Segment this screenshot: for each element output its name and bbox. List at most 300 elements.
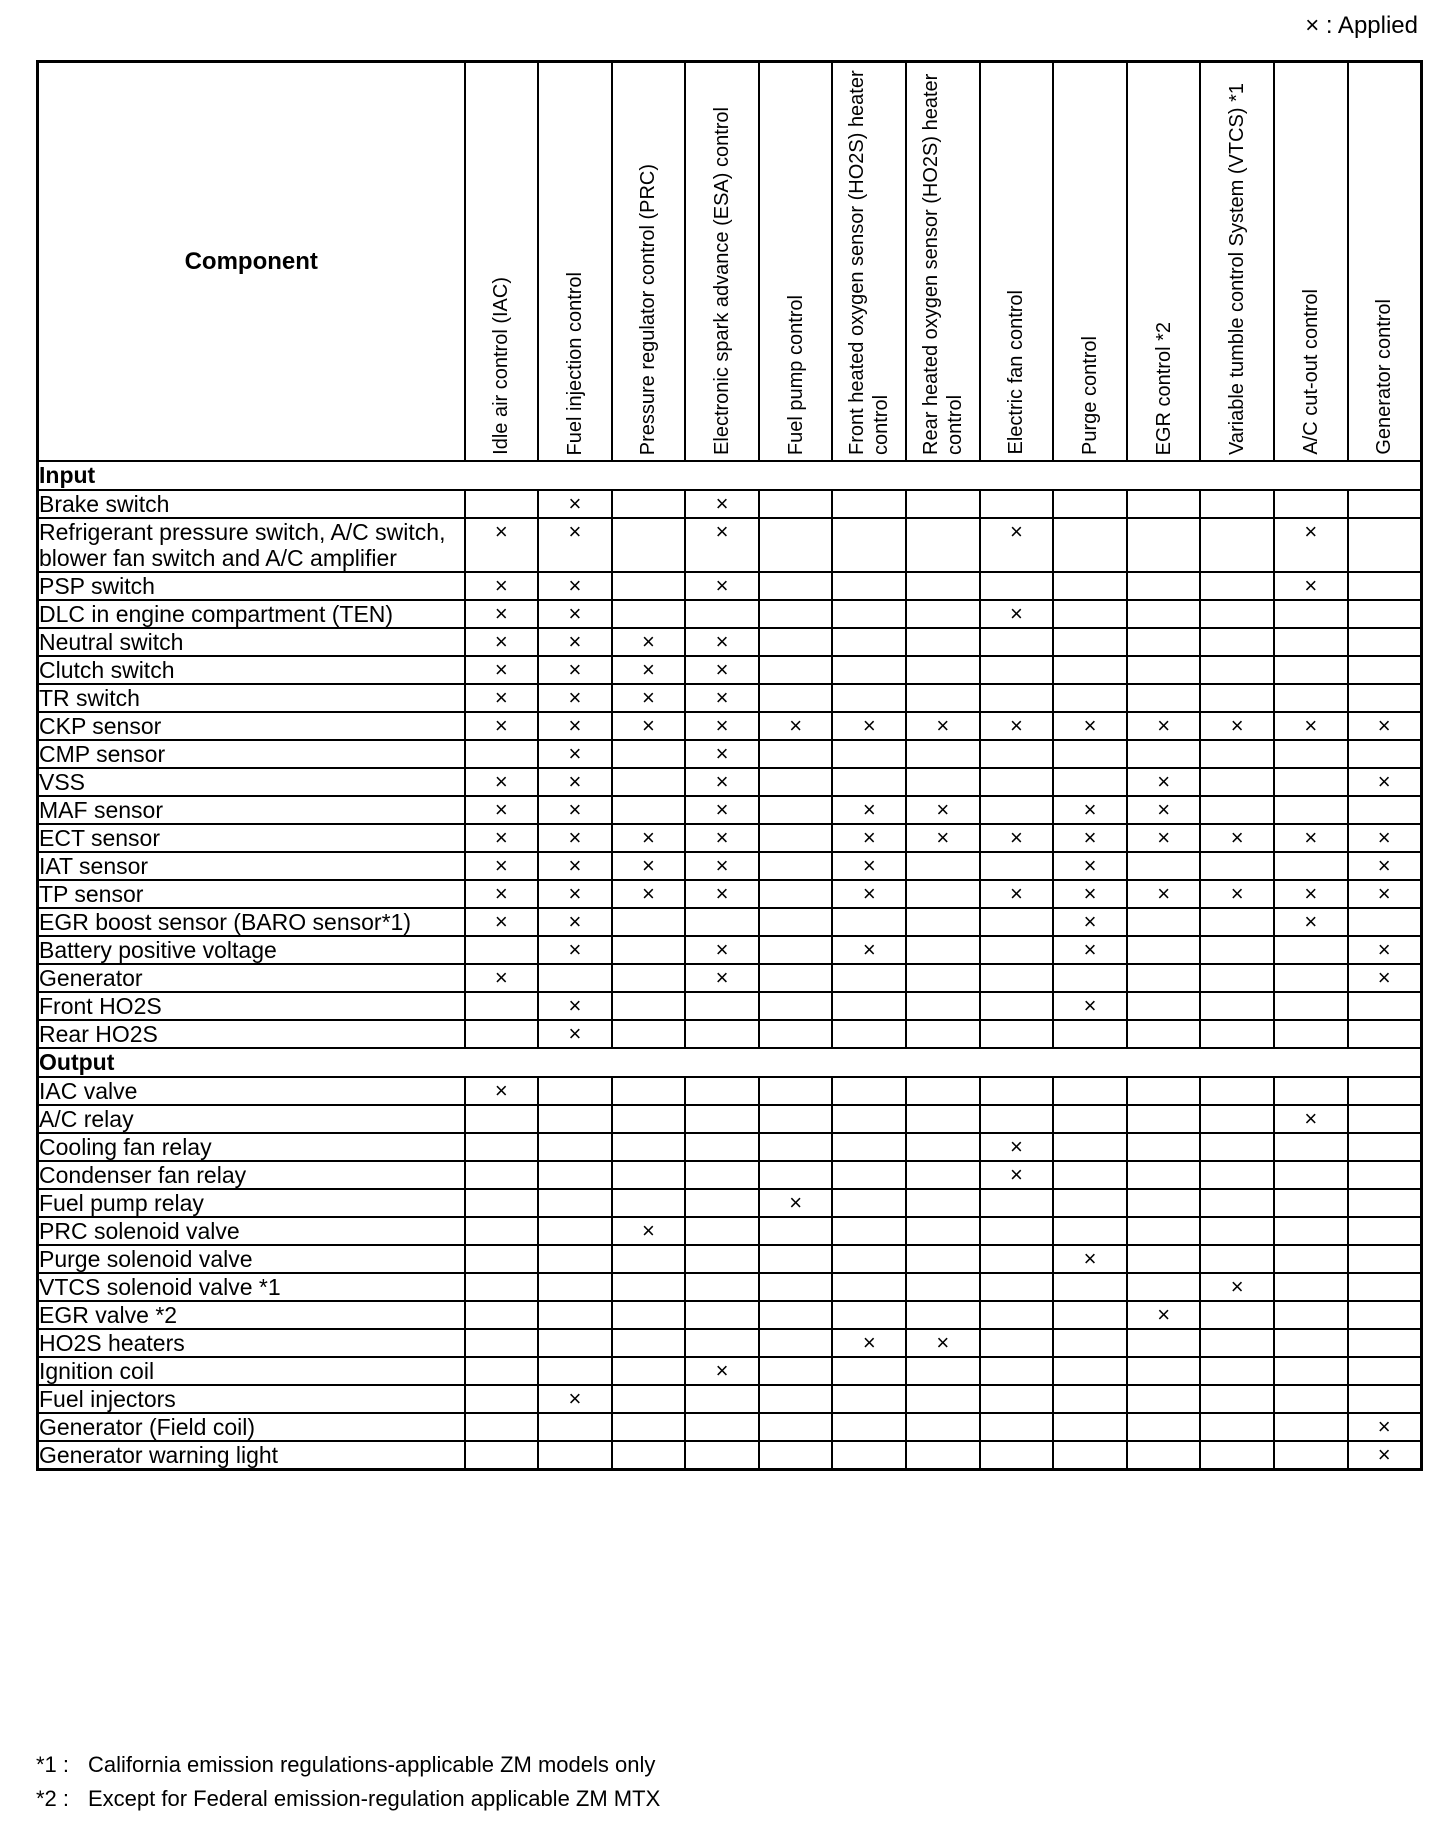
applied-mark: ×	[1053, 712, 1127, 740]
empty-cell	[1127, 1385, 1201, 1413]
empty-cell	[1127, 572, 1201, 600]
empty-cell	[612, 1133, 686, 1161]
applied-mark: ×	[465, 852, 539, 880]
empty-cell	[1200, 1217, 1274, 1245]
applied-mark: ×	[685, 880, 759, 908]
empty-cell	[1274, 796, 1348, 824]
empty-cell	[465, 936, 539, 964]
empty-cell	[1274, 1077, 1348, 1105]
table-row	[38, 572, 1422, 600]
applied-mark: ×	[1053, 880, 1127, 908]
empty-cell	[980, 572, 1054, 600]
component-label: TP sensor	[38, 880, 465, 908]
applied-mark: ×	[612, 824, 686, 852]
table-row	[38, 1441, 1422, 1470]
empty-cell	[759, 572, 833, 600]
empty-cell	[980, 1441, 1054, 1470]
table-row	[38, 992, 1422, 1020]
footnote-marker: *1 :	[36, 1752, 70, 1777]
empty-cell	[759, 656, 833, 684]
applied-mark: ×	[1127, 824, 1201, 852]
empty-cell	[1274, 1161, 1348, 1189]
empty-cell	[612, 1245, 686, 1273]
empty-cell	[1200, 1357, 1274, 1385]
component-matrix-table	[36, 60, 1423, 1471]
applied-mark: ×	[832, 852, 906, 880]
empty-cell	[1053, 1385, 1127, 1413]
empty-cell	[832, 628, 906, 656]
empty-cell	[980, 656, 1054, 684]
component-label: IAC valve	[38, 1077, 465, 1105]
empty-cell	[1200, 908, 1274, 936]
table-row	[38, 1273, 1422, 1301]
empty-cell	[1274, 936, 1348, 964]
empty-cell	[465, 740, 539, 768]
applied-mark: ×	[685, 964, 759, 992]
applied-mark: ×	[1348, 1441, 1422, 1470]
column-header	[612, 62, 686, 462]
empty-cell	[1053, 1413, 1127, 1441]
empty-cell	[685, 1217, 759, 1245]
empty-cell	[1274, 684, 1348, 712]
empty-cell	[465, 1273, 539, 1301]
empty-cell	[980, 768, 1054, 796]
empty-cell	[980, 628, 1054, 656]
applied-mark: ×	[612, 712, 686, 740]
applied-mark: ×	[465, 908, 539, 936]
component-label: IAT sensor	[38, 852, 465, 880]
empty-cell	[612, 796, 686, 824]
empty-cell	[612, 518, 686, 572]
applied-mark: ×	[538, 880, 612, 908]
empty-cell	[612, 1301, 686, 1329]
empty-cell	[1348, 740, 1422, 768]
empty-cell	[612, 1020, 686, 1048]
empty-cell	[1274, 740, 1348, 768]
applied-mark: ×	[980, 712, 1054, 740]
empty-cell	[685, 1301, 759, 1329]
empty-cell	[832, 1357, 906, 1385]
component-label: A/C relay	[38, 1105, 465, 1133]
empty-cell	[1127, 852, 1201, 880]
empty-cell	[1348, 1161, 1422, 1189]
empty-cell	[980, 796, 1054, 824]
empty-cell	[1274, 656, 1348, 684]
empty-cell	[1274, 600, 1348, 628]
empty-cell	[465, 1020, 539, 1048]
column-header-label: Fuel pump control	[784, 294, 807, 455]
empty-cell	[1127, 964, 1201, 992]
empty-cell	[906, 1413, 980, 1441]
empty-cell	[759, 1273, 833, 1301]
table-row	[38, 740, 1422, 768]
applied-mark: ×	[1348, 824, 1422, 852]
empty-cell	[1200, 518, 1274, 572]
applied-mark: ×	[538, 628, 612, 656]
applied-mark: ×	[685, 740, 759, 768]
empty-cell	[1348, 490, 1422, 518]
applied-mark: ×	[685, 796, 759, 824]
column-header	[1053, 62, 1127, 462]
applied-mark: ×	[832, 880, 906, 908]
empty-cell	[612, 1105, 686, 1133]
applied-mark: ×	[980, 880, 1054, 908]
table-row	[38, 852, 1422, 880]
applied-mark: ×	[1348, 964, 1422, 992]
empty-cell	[1127, 908, 1201, 936]
empty-cell	[906, 490, 980, 518]
empty-cell	[1053, 1105, 1127, 1133]
empty-cell	[906, 768, 980, 796]
component-label: EGR boost sensor (BARO sensor*1)	[38, 908, 465, 936]
empty-cell	[1274, 852, 1348, 880]
empty-cell	[832, 1273, 906, 1301]
applied-mark: ×	[1200, 712, 1274, 740]
empty-cell	[1200, 628, 1274, 656]
component-label: Refrigerant pressure switch, A/C switch, blower fan switch and A/C amplifier	[38, 518, 465, 572]
empty-cell	[980, 1105, 1054, 1133]
applied-mark: ×	[465, 628, 539, 656]
applied-mark: ×	[538, 600, 612, 628]
applied-mark: ×	[685, 572, 759, 600]
component-label: Front HO2S	[38, 992, 465, 1020]
empty-cell	[906, 628, 980, 656]
empty-cell	[612, 1189, 686, 1217]
applied-mark: ×	[465, 880, 539, 908]
applied-mark: ×	[1127, 712, 1201, 740]
empty-cell	[465, 1133, 539, 1161]
empty-cell	[759, 600, 833, 628]
empty-cell	[1127, 1077, 1201, 1105]
component-label: DLC in engine compartment (TEN)	[38, 600, 465, 628]
empty-cell	[759, 1105, 833, 1133]
empty-cell	[906, 1105, 980, 1133]
empty-cell	[1127, 1245, 1201, 1273]
empty-cell	[759, 824, 833, 852]
component-label: Condenser fan relay	[38, 1161, 465, 1189]
empty-cell	[980, 1245, 1054, 1273]
empty-cell	[906, 852, 980, 880]
empty-cell	[1200, 1020, 1274, 1048]
empty-cell	[759, 1245, 833, 1273]
empty-cell	[538, 964, 612, 992]
empty-cell	[538, 1245, 612, 1273]
applied-mark: ×	[1053, 992, 1127, 1020]
empty-cell	[612, 1161, 686, 1189]
empty-cell	[906, 518, 980, 572]
legend-applied: × : Applied	[1305, 12, 1418, 39]
empty-cell	[465, 1441, 539, 1470]
empty-cell	[1348, 992, 1422, 1020]
empty-cell	[465, 1301, 539, 1329]
empty-cell	[612, 1413, 686, 1441]
empty-cell	[1274, 1357, 1348, 1385]
empty-cell	[1274, 1189, 1348, 1217]
empty-cell	[1127, 490, 1201, 518]
empty-cell	[1274, 964, 1348, 992]
applied-mark: ×	[1348, 768, 1422, 796]
applied-mark: ×	[1274, 908, 1348, 936]
empty-cell	[832, 1105, 906, 1133]
empty-cell	[759, 992, 833, 1020]
empty-cell	[612, 1385, 686, 1413]
table-row	[38, 908, 1422, 936]
empty-cell	[1053, 518, 1127, 572]
empty-cell	[685, 1161, 759, 1189]
applied-mark: ×	[906, 1329, 980, 1357]
table-row	[38, 1385, 1422, 1413]
empty-cell	[1274, 992, 1348, 1020]
empty-cell	[1200, 768, 1274, 796]
table-row	[38, 1301, 1422, 1329]
applied-mark: ×	[685, 768, 759, 796]
applied-mark: ×	[980, 824, 1054, 852]
applied-mark: ×	[906, 824, 980, 852]
column-header-label: Generator control	[1373, 299, 1396, 455]
empty-cell	[759, 1329, 833, 1357]
applied-mark: ×	[538, 992, 612, 1020]
footnotes	[36, 1748, 660, 1816]
column-header	[759, 62, 833, 462]
component-label: Fuel pump relay	[38, 1189, 465, 1217]
empty-cell	[1200, 1077, 1274, 1105]
empty-cell	[980, 936, 1054, 964]
empty-cell	[1348, 1077, 1422, 1105]
empty-cell	[759, 628, 833, 656]
applied-mark: ×	[465, 964, 539, 992]
applied-mark: ×	[685, 936, 759, 964]
empty-cell	[1274, 1301, 1348, 1329]
empty-cell	[1127, 1273, 1201, 1301]
table-row	[38, 936, 1422, 964]
empty-cell	[1127, 740, 1201, 768]
component-label: VTCS solenoid valve *1	[38, 1273, 465, 1301]
empty-cell	[980, 1217, 1054, 1245]
empty-cell	[465, 1217, 539, 1245]
empty-cell	[980, 740, 1054, 768]
applied-mark: ×	[538, 1385, 612, 1413]
table-row	[38, 768, 1422, 796]
empty-cell	[612, 490, 686, 518]
empty-cell	[1053, 572, 1127, 600]
empty-cell	[1127, 1357, 1201, 1385]
empty-cell	[832, 1301, 906, 1329]
empty-cell	[980, 1413, 1054, 1441]
applied-mark: ×	[1053, 1245, 1127, 1273]
empty-cell	[906, 572, 980, 600]
footnote	[36, 1748, 660, 1782]
empty-cell	[1127, 1441, 1201, 1470]
applied-mark: ×	[465, 518, 539, 572]
applied-mark: ×	[1053, 796, 1127, 824]
empty-cell	[1348, 656, 1422, 684]
empty-cell	[685, 600, 759, 628]
applied-mark: ×	[759, 1189, 833, 1217]
table-row	[38, 1357, 1422, 1385]
applied-mark: ×	[685, 490, 759, 518]
empty-cell	[1274, 1245, 1348, 1273]
section-title: Input	[38, 461, 1422, 490]
empty-cell	[612, 908, 686, 936]
empty-cell	[1053, 1441, 1127, 1470]
component-label: HO2S heaters	[38, 1329, 465, 1357]
empty-cell	[1348, 1217, 1422, 1245]
applied-mark: ×	[1274, 824, 1348, 852]
empty-cell	[685, 1133, 759, 1161]
empty-cell	[906, 880, 980, 908]
table-row	[38, 1020, 1422, 1048]
empty-cell	[832, 656, 906, 684]
empty-cell	[612, 600, 686, 628]
component-label: Neutral switch	[38, 628, 465, 656]
applied-mark: ×	[1274, 1105, 1348, 1133]
footnote-text: California emission regulations-applicable ZM models only	[88, 1752, 656, 1777]
empty-cell	[1127, 1413, 1201, 1441]
applied-mark: ×	[685, 712, 759, 740]
empty-cell	[1348, 1105, 1422, 1133]
empty-cell	[1053, 1020, 1127, 1048]
applied-mark: ×	[465, 600, 539, 628]
applied-mark: ×	[538, 656, 612, 684]
applied-mark: ×	[1348, 880, 1422, 908]
empty-cell	[1200, 1301, 1274, 1329]
empty-cell	[980, 964, 1054, 992]
applied-mark: ×	[1127, 1301, 1201, 1329]
empty-cell	[1200, 1161, 1274, 1189]
empty-cell	[612, 768, 686, 796]
empty-cell	[1200, 964, 1274, 992]
empty-cell	[906, 1217, 980, 1245]
empty-cell	[759, 964, 833, 992]
empty-cell	[538, 1413, 612, 1441]
applied-mark: ×	[832, 936, 906, 964]
empty-cell	[465, 1357, 539, 1385]
empty-cell	[1348, 796, 1422, 824]
empty-cell	[1053, 1189, 1127, 1217]
empty-cell	[759, 1301, 833, 1329]
empty-cell	[1127, 1189, 1201, 1217]
table-row	[38, 656, 1422, 684]
component-label: EGR valve *2	[38, 1301, 465, 1329]
empty-cell	[832, 740, 906, 768]
empty-cell	[832, 1020, 906, 1048]
empty-cell	[538, 1105, 612, 1133]
column-header-label: A/C cut-out control	[1299, 289, 1322, 455]
table-row	[38, 684, 1422, 712]
applied-mark: ×	[832, 824, 906, 852]
empty-cell	[612, 1441, 686, 1470]
applied-mark: ×	[1053, 908, 1127, 936]
empty-cell	[1053, 1133, 1127, 1161]
empty-cell	[538, 1133, 612, 1161]
empty-cell	[980, 908, 1054, 936]
applied-mark: ×	[759, 712, 833, 740]
empty-cell	[1274, 628, 1348, 656]
empty-cell	[1127, 628, 1201, 656]
table-row	[38, 490, 1422, 518]
empty-cell	[832, 490, 906, 518]
component-label: Ignition coil	[38, 1357, 465, 1385]
empty-cell	[832, 1385, 906, 1413]
applied-mark: ×	[685, 824, 759, 852]
component-label: Battery positive voltage	[38, 936, 465, 964]
empty-cell	[1200, 1329, 1274, 1357]
applied-mark: ×	[906, 712, 980, 740]
empty-cell	[1274, 1385, 1348, 1413]
footnote-marker: *2 :	[36, 1786, 70, 1811]
empty-cell	[906, 992, 980, 1020]
applied-mark: ×	[612, 1217, 686, 1245]
empty-cell	[1053, 628, 1127, 656]
empty-cell	[1127, 1105, 1201, 1133]
empty-cell	[685, 1245, 759, 1273]
empty-cell	[1127, 992, 1201, 1020]
table-row	[38, 600, 1422, 628]
empty-cell	[980, 992, 1054, 1020]
column-header-label: Electric fan control	[1005, 290, 1028, 455]
applied-mark: ×	[538, 490, 612, 518]
empty-cell	[832, 1077, 906, 1105]
applied-mark: ×	[538, 908, 612, 936]
empty-cell	[538, 1273, 612, 1301]
empty-cell	[1127, 656, 1201, 684]
empty-cell	[759, 852, 833, 880]
empty-cell	[980, 1273, 1054, 1301]
empty-cell	[685, 1077, 759, 1105]
empty-cell	[759, 490, 833, 518]
empty-cell	[465, 1245, 539, 1273]
empty-cell	[906, 1189, 980, 1217]
applied-mark: ×	[538, 824, 612, 852]
empty-cell	[906, 1133, 980, 1161]
empty-cell	[980, 1020, 1054, 1048]
empty-cell	[465, 1105, 539, 1133]
applied-mark: ×	[538, 712, 612, 740]
empty-cell	[612, 740, 686, 768]
empty-cell	[759, 684, 833, 712]
empty-cell	[1127, 1161, 1201, 1189]
column-header-label: Variable tumble control System (VTCS) *1	[1226, 83, 1249, 455]
column-header-label: Idle air control (IAC)	[490, 277, 513, 455]
empty-cell	[538, 1161, 612, 1189]
applied-mark: ×	[538, 518, 612, 572]
empty-cell	[906, 600, 980, 628]
table-row	[38, 1189, 1422, 1217]
section-row-input	[38, 461, 1422, 490]
footnote-text: Except for Federal emission-regulation applicable ZM MTX	[88, 1786, 661, 1811]
table-row	[38, 628, 1422, 656]
empty-cell	[906, 1385, 980, 1413]
component-label: Cooling fan relay	[38, 1133, 465, 1161]
empty-cell	[612, 1077, 686, 1105]
applied-mark: ×	[538, 852, 612, 880]
empty-cell	[1348, 600, 1422, 628]
empty-cell	[465, 992, 539, 1020]
empty-cell	[1127, 1217, 1201, 1245]
component-label: VSS	[38, 768, 465, 796]
empty-cell	[685, 908, 759, 936]
empty-cell	[832, 1441, 906, 1470]
table-row	[38, 824, 1422, 852]
applied-mark: ×	[612, 684, 686, 712]
section-row-output	[38, 1048, 1422, 1077]
empty-cell	[832, 1413, 906, 1441]
empty-cell	[832, 908, 906, 936]
empty-cell	[1348, 1273, 1422, 1301]
empty-cell	[906, 656, 980, 684]
empty-cell	[1348, 572, 1422, 600]
empty-cell	[1348, 1133, 1422, 1161]
